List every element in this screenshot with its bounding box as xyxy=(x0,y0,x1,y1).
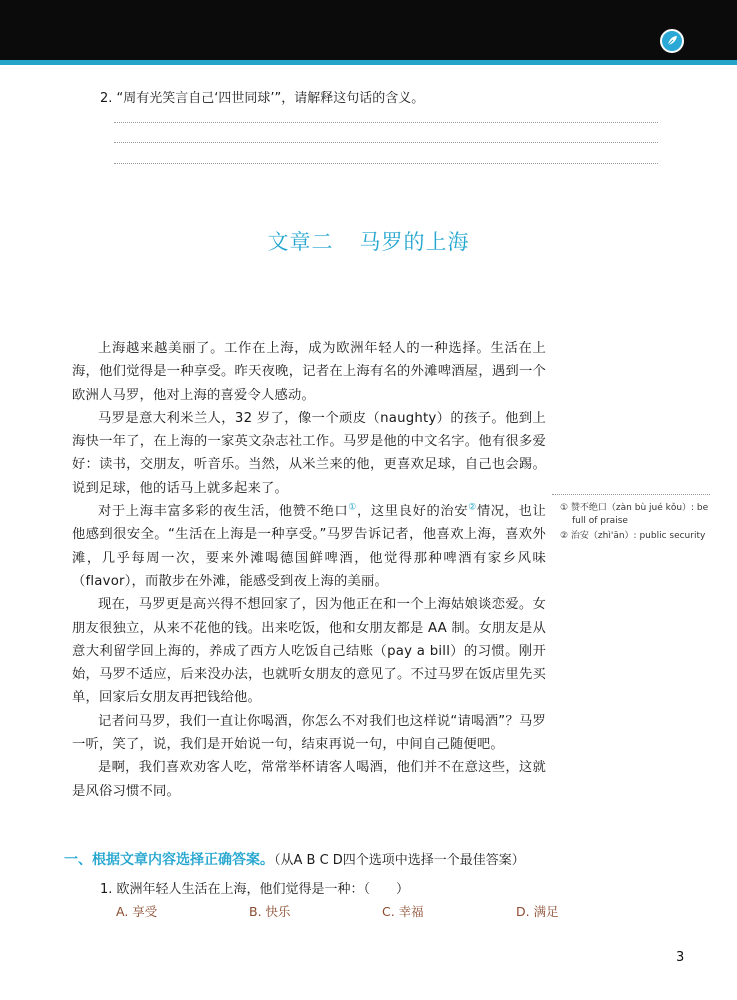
footnote-ref-1[interactable]: ① xyxy=(348,502,357,513)
footnote-divider xyxy=(552,494,710,495)
article-title-text: 马罗的上海 xyxy=(359,230,470,254)
page-number: 3 xyxy=(676,950,685,965)
article-paragraph: 现在，马罗更是高兴得不想回家了，因为他正在和一个上海姑娘谈恋爱。女朋友很独立，从来不花他的钱。出来吃饭，他和女朋友都是 AA 制。女朋友是从意大利留学回上海的，养成了西方人吃饭自己结账（pay a bill）的习惯。刚开始，马罗不适应，后来没办法，也就听女朋友的意见了。不过马罗在饭店里先买单，回家后女朋友再把钱给他。 xyxy=(72,597,546,706)
header-bar xyxy=(0,0,737,60)
footnote-text: ② 治安（zhì'ān）: public security xyxy=(560,531,706,541)
footnotes xyxy=(560,502,720,545)
question-1: 1. 欧洲年轻人生活在上海，他们觉得是一种：（ ） xyxy=(100,882,410,897)
answer-line xyxy=(114,163,658,164)
paragraph-text: 情况，也让他感到很安全。“生活在上海是一种享受。”马罗告诉记者，他喜欢上海，喜欢外滩，几乎每周一次，要来外滩喝德国鲜啤酒，他觉得那种啤酒有家乡风味（flavor），而散步在外滩，能感受到夜上海的美丽。 xyxy=(72,504,546,589)
footnote-1 xyxy=(560,502,720,528)
section-title: 一、根据文章内容选择正确答案。 xyxy=(64,852,274,868)
section-heading xyxy=(64,849,525,869)
section-instruction: （从A B C D四个选项中选择一个最佳答案） xyxy=(274,853,525,868)
article-title xyxy=(0,226,737,256)
option-d[interactable]: D. 满足 xyxy=(516,904,559,919)
article-title-number: 文章二 xyxy=(267,230,334,254)
answer-line xyxy=(114,142,658,143)
option-b[interactable]: B. 快乐 xyxy=(249,904,291,919)
article-paragraph: 是啊，我们喜欢劝客人吃，常常举杯请客人喝酒，他们并不在意这些，这就是风俗习惯不同。 xyxy=(72,760,546,799)
footnote-text: full of praise xyxy=(572,516,628,526)
article-paragraph: 记者问马罗，我们一直让你喝酒，你怎么不对我们也这样说“请喝酒”？马罗一听，笑了，说，我们是开始说一句，结束再说一句，中间自己随便吧。 xyxy=(72,713,546,753)
leaf-icon xyxy=(660,29,684,53)
paragraph-text: ，这里良好的治安 xyxy=(356,504,469,520)
footnote-ref-2[interactable]: ② xyxy=(468,502,477,513)
footnote-2 xyxy=(560,530,720,543)
article-body xyxy=(72,337,546,803)
article-paragraph xyxy=(72,500,546,593)
answer-line xyxy=(114,122,658,123)
article-paragraph: 上海越来越美丽了。工作在上海，成为欧洲年轻人的一种选择。生活在上海，他们觉得是一种享受。昨天夜晚，记者在上海有名的外滩啤酒屋，遇到一个欧洲人马罗，他对上海的喜爱令人感动。 xyxy=(72,341,546,403)
header-accent-line xyxy=(0,60,737,65)
option-a[interactable]: A. 享受 xyxy=(116,904,158,919)
option-c[interactable]: C. 幸福 xyxy=(382,904,424,919)
article-paragraph: 马罗是意大利米兰人，32 岁了，像一个顽皮（naughty）的孩子。他到上海快一年了，在上海的一家英文杂志社工作。马罗是他的中文名字。他有很多爱好：读书，交朋友，听音乐。当然，从米兰来的他，更喜欢足球，自己也会踢。说到足球，他的话马上就多起来了。 xyxy=(72,410,546,496)
footnote-text: ① 赞不绝口（zàn bù jué kǒu）: be xyxy=(560,503,709,513)
paragraph-text: 对于上海丰富多彩的夜生活，他赞不绝口 xyxy=(98,504,349,520)
question-2: 2. “周有光笑言自己‘四世同球’”，请解释这句话的含义。 xyxy=(100,91,425,106)
